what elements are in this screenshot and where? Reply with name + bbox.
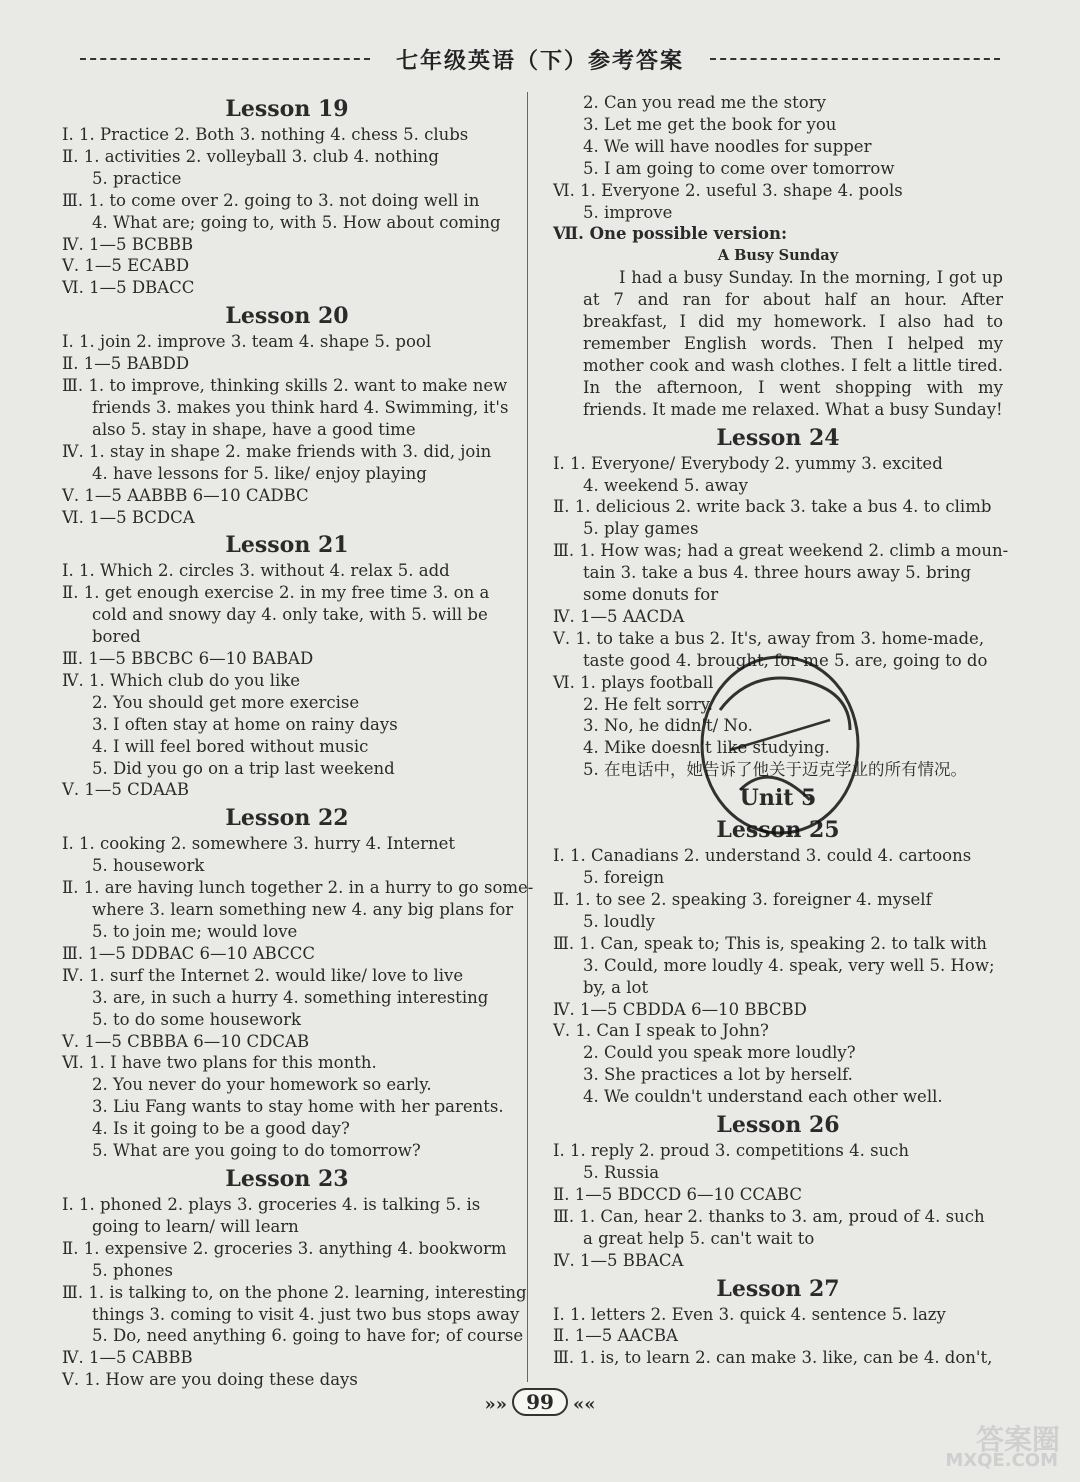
answer-line: 4. Is it going to be a good day? [92, 1119, 350, 1139]
answer-line: Ⅳ. 1. surf the Internet 2. would like/ love to live [62, 965, 464, 985]
lesson-heading: Lesson 19 [225, 96, 349, 122]
answer-line: 3. I often stay at home on rainy days [92, 714, 398, 734]
answer-line: Ⅱ. 1—5 BDCCD 6—10 CCABC [553, 1184, 802, 1204]
answer-line: cold and snowy day 4. only take, with 5. will be [92, 605, 488, 625]
answer-line: Ⅵ. 1. I have two plans for this month. [62, 1053, 377, 1073]
page-title: 七年级英语（下）参考答案 [395, 48, 684, 74]
answer-line: 5. Did you go on a trip last weekend [92, 758, 395, 778]
answer-line: where 3. learn something new 4. any big plans for [92, 900, 514, 920]
answer-line: 5. improve [583, 202, 673, 222]
answer-line: 5. play games [583, 519, 699, 539]
answer-line: Ⅲ. 1. is talking to, on the phone 2. learning, interesting [62, 1282, 527, 1302]
handwritten-stamp-icon [680, 640, 880, 840]
page-header [70, 40, 1010, 80]
answer-line: bored [92, 627, 141, 647]
section-label: Ⅶ. One possible version: [553, 224, 788, 244]
answer-line: Ⅵ. 1—5 DBACC [62, 278, 195, 298]
answer-line: Ⅰ. 1. Which 2. circles 3. without 4. relax 5. add [62, 561, 450, 581]
answer-line: Ⅴ. 1—5 AABBB 6—10 CADBC [62, 485, 309, 505]
answer-line: 3. Let me get the book for you [583, 114, 837, 134]
answer-line: 5. Russia [583, 1162, 660, 1182]
answer-line: Ⅰ. 1. cooking 2. somewhere 3. hurry 4. Internet [62, 834, 456, 854]
watermark-logo: 答案圈 [975, 1423, 1060, 1456]
answer-line: Ⅱ. 1. activities 2. volleyball 3. club 4. nothing [62, 146, 439, 166]
right-arrows-icon: «« [573, 1394, 596, 1415]
watermark-url: MXQE.COM [945, 1450, 1058, 1471]
page-number-value: 99 [512, 1388, 568, 1416]
answer-line: Ⅴ. 1. Can I speak to John? [553, 1021, 769, 1041]
answer-line: Ⅲ. 1. How was; had a great weekend 2. climb a moun- [553, 541, 1009, 561]
lesson-heading: Lesson 27 [716, 1275, 840, 1302]
lesson-heading: Lesson 26 [716, 1112, 840, 1139]
answer-line: some donuts for [583, 585, 719, 605]
answer-line: 2. You should get more exercise [92, 692, 360, 712]
answer-line: 5. foreign [583, 868, 665, 888]
answer-line: 4. weekend 5. away [583, 475, 748, 495]
answer-line: also 5. stay in shape, have a good time [92, 419, 416, 439]
answer-line: things 3. coming to visit 4. just two bus stops away [92, 1304, 520, 1324]
answer-line: 3. She practices a lot by herself. [583, 1065, 853, 1085]
answer-line: Ⅴ. 1—5 CDAAB [62, 780, 189, 800]
answer-line: Ⅳ. 1—5 CABBB [62, 1348, 193, 1368]
answer-line: 5. Do, need anything 6. going to have for; of course [92, 1326, 524, 1346]
answer-line: Ⅳ. 1—5 BBACA [553, 1250, 684, 1270]
answer-line: Ⅴ. 1. to take a bus 2. It's, away from 3. home-made, [553, 628, 985, 648]
answer-line: Ⅳ. 1. Which club do you like [62, 670, 301, 690]
lesson-heading: Lesson 23 [225, 1165, 349, 1192]
answer-line: 5. 在电话中，她告诉了他关于迈克学业的所有情况。 [583, 760, 967, 780]
answer-line: tain 3. take a bus 4. three hours away 5. bring [583, 563, 972, 583]
answer-line: Ⅲ. 1—5 DDBAC 6—10 ABCCC [62, 943, 315, 963]
answer-line: 4. I will feel bored without music [92, 736, 369, 756]
answer-line: Ⅰ. 1. reply 2. proud 3. competitions 4. such [553, 1141, 910, 1161]
answer-line: 3. are, in such a hurry 4. something interesting [92, 987, 489, 1007]
answer-line: 4. We couldn't understand each other well. [583, 1087, 943, 1107]
answer-line: 3. Liu Fang wants to stay home with her parents. [92, 1097, 504, 1117]
answer-line: Ⅲ. 1. Can, hear 2. thanks to 3. am, proud of 4. such [553, 1206, 985, 1226]
answer-line: 2. Can you read me the story [583, 93, 826, 112]
answer-line: 4. Mike doesn't like studying. [583, 738, 830, 758]
lesson-heading: Lesson 20 [225, 303, 349, 330]
answer-line: Ⅰ. 1. Everyone/ Everybody 2. yummy 3. excited [553, 453, 943, 473]
answer-line: Ⅴ. 1—5 CBBBA 6—10 CDCAB [62, 1031, 310, 1051]
answer-line: Ⅳ. 1. stay in shape 2. make friends with 3. did, join [62, 441, 492, 461]
answer-line: Ⅵ. 1. plays football [553, 672, 714, 692]
left-column [62, 92, 534, 1391]
answer-line: 5. phones [92, 1260, 173, 1280]
left-arrows-icon: »» [484, 1394, 507, 1415]
answer-line: 2. You never do your homework so early. [92, 1075, 432, 1095]
answer-line: going to learn/ will learn [92, 1216, 299, 1236]
answer-line: 3. No, he didn't/ No. [583, 716, 753, 736]
answer-line: 5. to join me; would love [92, 922, 298, 941]
header-rule-right [710, 58, 1000, 60]
answer-line: 3. Could, more loudly 4. speak, very well 5. How; [583, 955, 995, 975]
lesson-heading: Lesson 21 [225, 532, 349, 559]
lesson-heading: Lesson 22 [225, 805, 349, 832]
lesson-heading: Lesson 25 [716, 817, 840, 844]
column-divider [527, 92, 528, 1382]
answer-line: 5. housework [92, 856, 205, 876]
page-number [440, 1388, 640, 1420]
answer-line: Ⅲ. 1—5 BBCBC 6—10 BABAD [62, 649, 314, 669]
answer-line: 5. to do some housework [92, 1009, 301, 1029]
answer-line: Ⅱ. 1. are having lunch together 2. in a hurry to go some- [62, 878, 534, 898]
answer-line: 4. What are; going to, with 5. How about coming [92, 212, 501, 232]
essay-body: I had a busy Sunday. In the morning, I got up at 7 and ran for about half an hour. After breakfast, I did my homework. I also had to remember English words. Then I helped my mother cook and wash clothes. I felt a little tired. In the afternoon, I went shopping with my friends. It made me relaxed. What a busy Sunday! [583, 268, 1003, 419]
answer-line: a great help 5. can't wait to [583, 1228, 815, 1248]
lesson-heading: Lesson 24 [716, 424, 840, 451]
answer-line: Ⅵ. 1. Everyone 2. useful 3. shape 4. pools [553, 180, 903, 200]
answer-line: Ⅴ. 1—5 ECABD [62, 256, 190, 276]
answer-line: Ⅱ. 1. to see 2. speaking 3. foreigner 4. myself [553, 890, 932, 909]
answer-line: 4. have lessons for 5. like/ enjoy playing [92, 463, 427, 483]
answer-line: Ⅲ. 1. is, to learn 2. can make 3. like, can be 4. don't, [553, 1348, 993, 1368]
answer-line: Ⅱ. 1. expensive 2. groceries 3. anything 4. bookworm [62, 1238, 507, 1258]
unit-heading: Unit 5 [739, 785, 817, 812]
answer-line: Ⅱ. 1. delicious 2. write back 3. take a bus 4. to climb [553, 497, 992, 517]
answer-line: Ⅳ. 1—5 AACDA [553, 606, 685, 626]
answer-line: Ⅴ. 1. How are you doing these days [62, 1370, 358, 1390]
answer-line: Ⅲ. 1. Can, speak to; This is, speaking 2. to talk with [553, 933, 987, 953]
answer-line: Ⅱ. 1. get enough exercise 2. in my free time 3. on a [62, 583, 490, 603]
answer-line: Ⅰ. 1. Practice 2. Both 3. nothing 4. chess 5. clubs [62, 125, 469, 144]
answer-line: 2. He felt sorry. [583, 694, 713, 714]
answer-line: Ⅱ. 1—5 BABDD [62, 354, 190, 374]
answer-line: taste good 4. brought, for me 5. are, going to do [583, 650, 988, 670]
answer-line: Ⅵ. 1—5 BCDCA [62, 507, 195, 527]
answer-line: Ⅳ. 1—5 BCBBB [62, 234, 194, 254]
answer-line: Ⅰ. 1. join 2. improve 3. team 4. shape 5. pool [62, 332, 432, 352]
answer-line: Ⅱ. 1—5 AACBA [553, 1326, 678, 1346]
answer-line: by, a lot [583, 977, 649, 997]
answer-line: 5. What are you going to do tomorrow? [92, 1141, 421, 1161]
answer-line: Ⅲ. 1. to improve, thinking skills 2. want to make new [62, 376, 508, 396]
answer-line: 5. loudly [583, 911, 655, 931]
answer-line: Ⅰ. 1. Canadians 2. understand 3. could 4. cartoons [553, 846, 972, 866]
answer-line: 2. Could you speak more loudly? [583, 1043, 856, 1063]
answer-line: Ⅲ. 1. to come over 2. going to 3. not doing well in [62, 190, 480, 210]
answer-line: Ⅳ. 1—5 CBDDA 6—10 BBCBD [553, 999, 807, 1019]
answer-line: friends 3. makes you think hard 4. Swimming, it's [92, 397, 509, 417]
essay-title: A Busy Sunday [717, 247, 839, 265]
answer-line: Ⅰ. 1. letters 2. Even 3. quick 4. sentence 5. lazy [553, 1304, 946, 1324]
answer-line: 5. practice [92, 168, 182, 188]
answer-line: Ⅰ. 1. phoned 2. plays 3. groceries 4. is talking 5. is [62, 1194, 481, 1214]
answer-line: 4. We will have noodles for supper [583, 136, 872, 156]
answer-line: 5. I am going to come over tomorrow [583, 158, 895, 178]
